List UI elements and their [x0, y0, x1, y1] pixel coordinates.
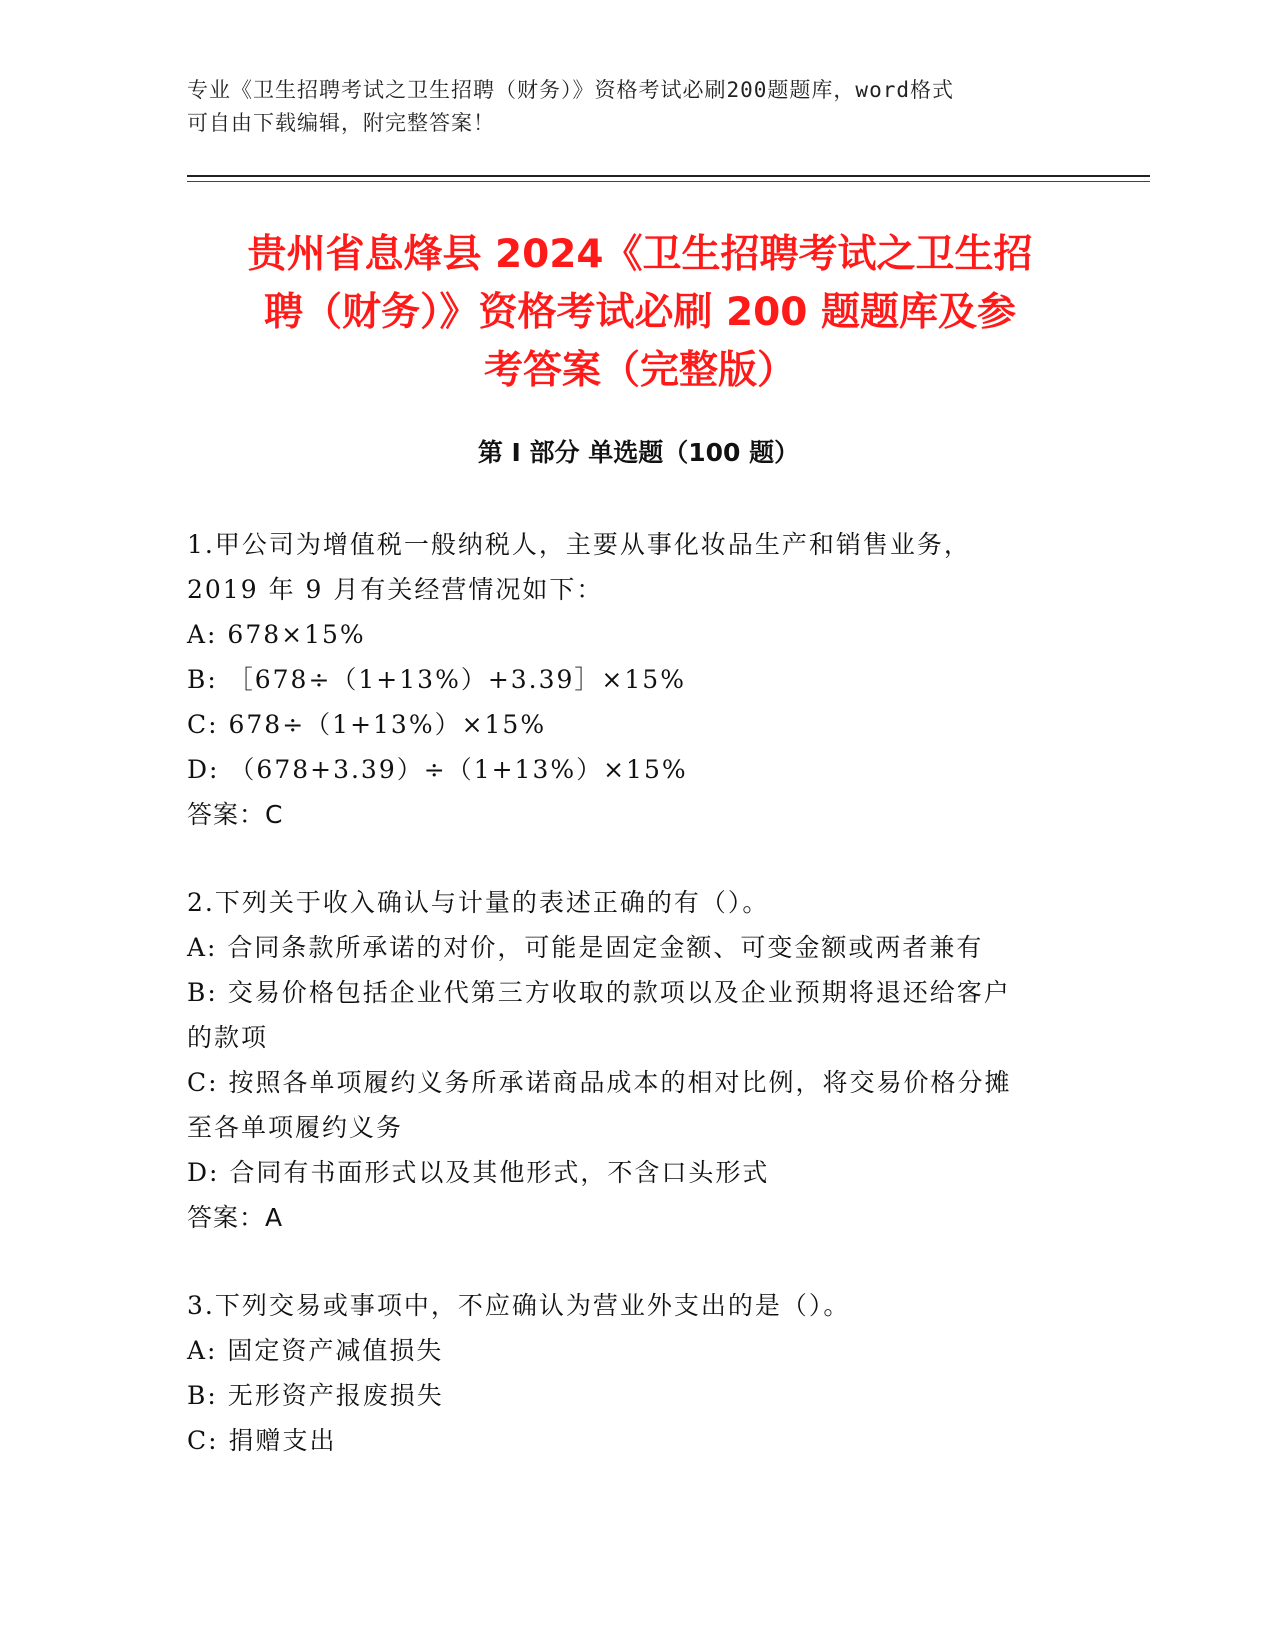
header-note-line-2: 可自由下载编辑，附完整答案！ [187, 111, 495, 135]
question-stem-line: 2019 年 9 月有关经营情况如下： [187, 575, 604, 604]
question-stem-line: 3.下列交易或事项中，不应确认为营业外支出的是（）。 [187, 1291, 851, 1320]
option-c-continued: 至各单项履约义务 [187, 1113, 404, 1142]
question-stem-line: 2.下列关于收入确认与计量的表述正确的有（）。 [187, 888, 770, 917]
document-title-line-2: 聘（财务）》资格考试必刷 200 题题库及参 [263, 290, 1017, 335]
question-list [187, 522, 1077, 1506]
option-a: A: 678×15% [187, 620, 366, 649]
option-c: C: 捐赠支出 [187, 1426, 337, 1455]
document-title-line-3: 考答案（完整版） [483, 348, 796, 393]
option-b: B: 无形资产报废损失 [187, 1381, 444, 1410]
option-c: C: 678÷（1+13%）×15% [187, 710, 547, 739]
document-title-line-1: 贵州省息烽县 2024《卫生招聘考试之卫生招 [247, 232, 1033, 277]
question-1 [187, 522, 1077, 837]
answer-line: 答案：C [187, 800, 284, 829]
question-stem-line: 1.甲公司为增值税一般纳税人，主要从事化妆品生产和销售业务， [187, 530, 971, 559]
option-b: B: 交易价格包括企业代第三方收取的款项以及企业预期将退还给客户 [187, 978, 1011, 1007]
header-note [187, 74, 1067, 140]
option-c: C: 按照各单项履约义务所承诺商品成本的相对比例，将交易价格分摊 [187, 1068, 1012, 1097]
document-title [180, 226, 1100, 400]
header-divider-thin [187, 181, 1150, 182]
option-b-continued: 的款项 [187, 1023, 269, 1052]
option-b: B: ［678÷（1+13%）+3.39］×15% [187, 665, 686, 694]
option-a: A: 合同条款所承诺的对价，可能是固定金额、可变金额或两者兼有 [187, 933, 984, 962]
question-2 [187, 880, 1077, 1240]
answer-line: 答案：A [187, 1203, 284, 1232]
header-divider-thick [187, 175, 1150, 177]
section-heading: 第 I 部分 单选题（100 题） [477, 438, 800, 467]
header-note-line-1: 专业《卫生招聘考试之卫生招聘（财务）》资格考试必刷200题题库，word格式 [187, 78, 954, 102]
question-3 [187, 1283, 1077, 1463]
option-a: A: 固定资产减值损失 [187, 1336, 444, 1365]
option-d: D: （678+3.39）÷（1+13%）×15% [187, 755, 688, 784]
option-d: D: 合同有书面形式以及其他形式，不含口头形式 [187, 1158, 770, 1187]
